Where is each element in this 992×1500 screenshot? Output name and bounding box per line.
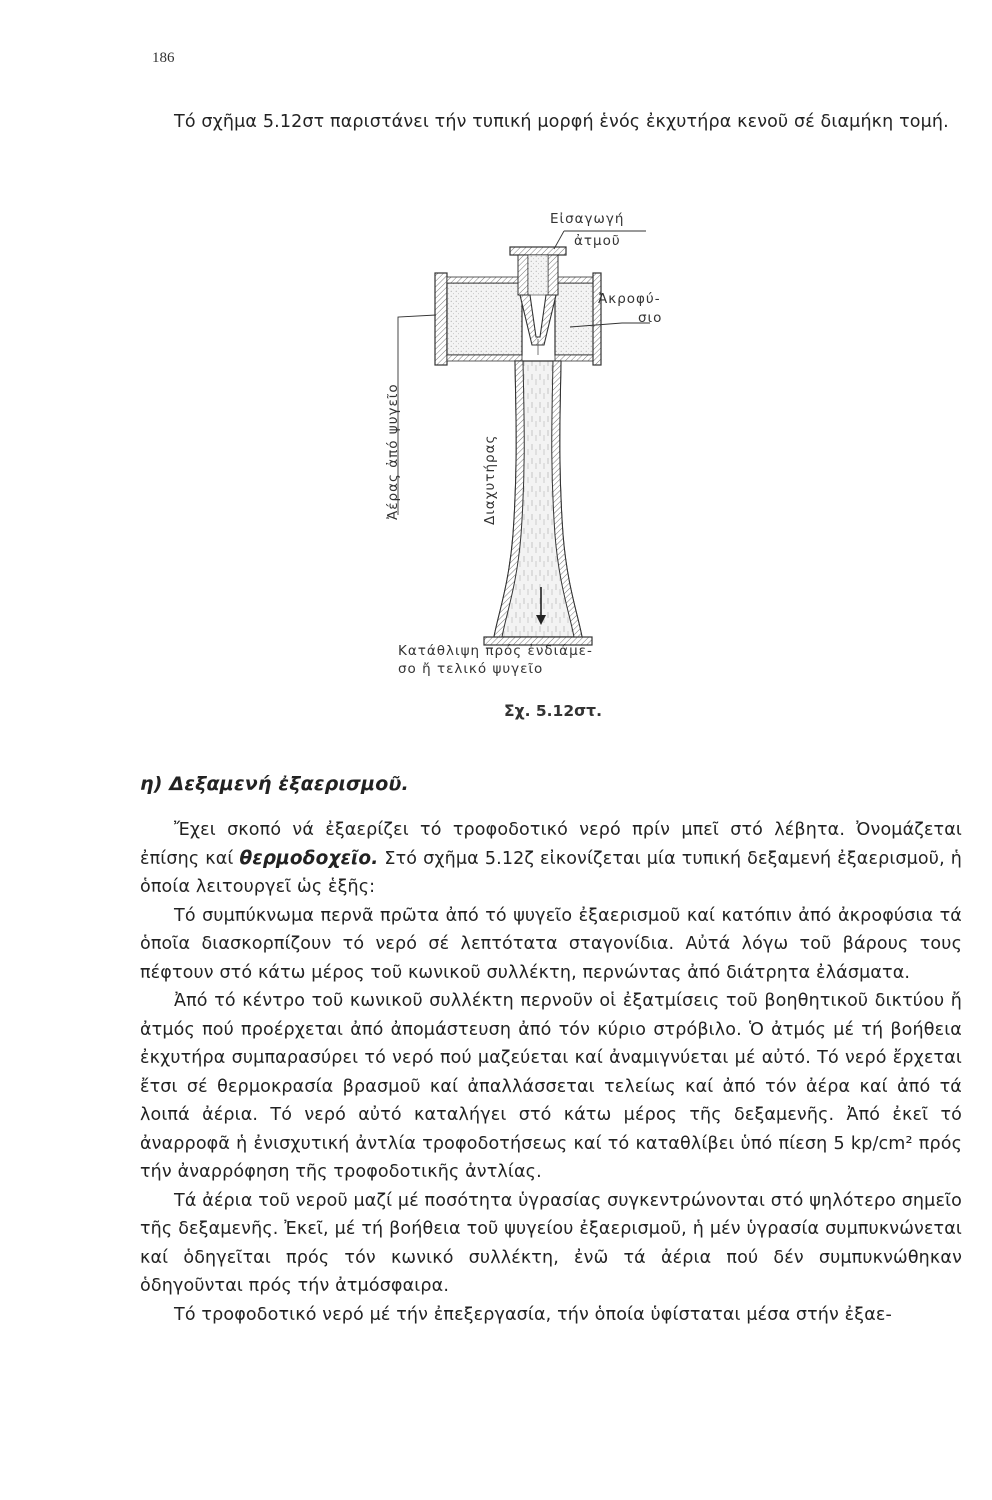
diffuser bbox=[484, 361, 592, 645]
label-steam-inlet-line2: ἀτμοῦ bbox=[574, 233, 621, 249]
paragraph-2: Τό συμπύκνωμα περνᾶ πρῶτα ἀπό τό ψυγεῖο ἐξαερισμοῦ καί κατόπιν ἀπό ἀκροφύσια τά ὁποῖα διασκορπίζουν τό νερό σέ λεπτότατα σταγονίδια. Αὐτά λόγω τοῦ βάρους τους πέφτουν στό κάτω μέρος τοῦ κωνικοῦ συλλέκτη, περνώντας ἀπό διάτρητα ἐλάσματα. bbox=[140, 905, 962, 983]
nozzle-chamber bbox=[555, 273, 601, 365]
intro-paragraph: Τό σχῆμα 5.12στ παριστάνει τήν τυπική μορφή ἑνός ἐκχυτήρα κενοῦ σέ διαμήκη τομή. bbox=[174, 112, 949, 132]
label-outlet-line2: σο ἤ τελικό ψυγεῖο bbox=[398, 661, 544, 677]
paragraph-4: Τά ἀέρια τοῦ νεροῦ μαζί μέ ποσότητα ὑγρασίας συγκεντρώνονται στό ψηλότερο σημεῖο τῆς δεξαμενῆς. Ἐκεῖ, μέ τή βοήθεια τοῦ ψυγείου ἐξαερισμοῦ, ἡ μέν ὑγρασία συμπυκνώνεται καί ὁδηγεῖται πρός τόν κωνικό συλλέκτη, ἐνῶ τά ἀέρια πού δέν συμπυκνώθηκαν ὁδηγοῦνται πρός τήν ἀτμόσφαιρα. bbox=[140, 1190, 962, 1296]
label-nozzle-line1: Ἀκροφύ- bbox=[598, 291, 661, 307]
ejector-figure bbox=[370, 205, 700, 700]
nozzle bbox=[520, 295, 556, 355]
section-heading: η) Δεξαμενή ἐξαερισμοῦ. bbox=[140, 773, 409, 795]
label-diffuser: Διαχυτήρας bbox=[482, 434, 498, 525]
term-thermodocheio: θερμοδοχεῖο. bbox=[239, 847, 379, 869]
page-number: 186 bbox=[152, 50, 175, 66]
steam-inlet-pipe bbox=[510, 247, 566, 295]
suction-chamber bbox=[435, 273, 522, 365]
figure-caption: Σχ. 5.12στ. bbox=[504, 702, 602, 720]
paragraph-3: Ἀπό τό κέντρο τοῦ κωνικοῦ συλλέκτη περνοῦν οἱ ἐξατμίσεις τοῦ βοηθητικοῦ δικτύου ἤ ἀτμός πού προέρχεται ἀπό ἀπομάστευση ἀπό τόν κύριο στρόβιλο. Ὁ ἀτμός μέ τή βοήθεια ἐκχυτήρα συμπαρασύρει τό νερό πού μαζεύεται καί ἀναμιγνύεται μέ αὐτό. Τό νερό ἔρχεται ἔτσι σέ θερμοκρασία βρασμοῦ καί ἀπαλλάσσεται τελείως καί ἀπό τόν ἀέρα καί ἀπό τά λοιπά ἀέρια. Τό νερό αὐτό καταλήγει στό κάτω μέρος τῆς δεξαμενῆς. Ἀπό ἐκεῖ τό ἀναρροφᾶ ἡ ἐνισχυτική ἀντλία τροφοδοτήσεως καί τό καταθλίβει ὑπό πίεση 5 kp/cm² πρός τήν ἀναρρόφηση τῆς τροφοδοτικῆς ἀντλίας. bbox=[140, 991, 962, 1182]
paragraph-5: Τό τροφοδοτικό νερό μέ τήν ἐπεξεργασία, τήν ὁποία ὑφίσταται μέσα στήν ἐξαε- bbox=[174, 1304, 892, 1325]
ejector-diagram bbox=[370, 205, 700, 700]
paragraph-1-end: Στό σχῆμα 5.12ζ εἰκονίζεται μία τυπική δεξαμενή ἐξαερισμοῦ, ἡ ὁποία λειτουργεῖ ὡς ἑξῆς: bbox=[140, 848, 962, 897]
paragraph-1-start: Ἔχει σκοπό νά ἐξαερίζει τό τροφοδοτικό νερό πρίν μπεῖ στό λέβητα. Ὀνομάζεται ἐπίσης καί bbox=[140, 820, 962, 869]
label-steam-inlet-line1: Εἰσαγωγή bbox=[550, 211, 625, 227]
paragraph-1 bbox=[140, 816, 962, 902]
label-air-from-cooler: Ἀέρας ἀπό ψυγεῖο bbox=[385, 383, 401, 520]
label-outlet-line1: Κατάθλιψη πρός ἐνδιάμε- bbox=[398, 643, 593, 659]
section-body bbox=[140, 816, 962, 1329]
label-nozzle-line2: σιο bbox=[638, 310, 663, 326]
